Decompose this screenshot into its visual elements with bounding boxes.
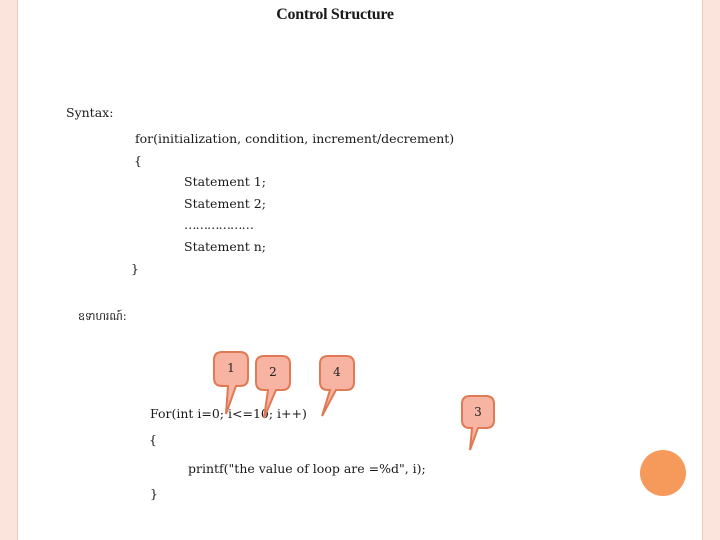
example-label: ឧទាហរណ៍: xyxy=(78,310,127,323)
callout-4-label: 4 xyxy=(333,365,341,379)
example-line: printf("the value of loop are =%d", i); xyxy=(188,461,426,476)
callout-4 xyxy=(320,356,354,416)
example-line: { xyxy=(149,432,157,447)
syntax-line: Statement 2; xyxy=(184,196,266,211)
example-line: } xyxy=(150,486,158,501)
callout-2 xyxy=(256,356,290,418)
syntax-line: ……………… xyxy=(184,217,253,232)
callout-1 xyxy=(214,352,248,414)
syntax-line: } xyxy=(131,261,139,276)
syntax-line: for(initialization, condition, increment/decrement) xyxy=(135,131,455,146)
syntax-line: Statement 1; xyxy=(184,174,266,189)
example-line: For(int i=0; i<=10; i++) xyxy=(150,406,307,421)
callout-3-label: 3 xyxy=(474,405,482,419)
syntax-label: Syntax: xyxy=(66,105,114,120)
callout-1-label: 1 xyxy=(227,361,235,375)
callout-2-label: 2 xyxy=(269,365,277,379)
decorative-circle xyxy=(640,450,686,496)
callout-3 xyxy=(462,396,494,450)
syntax-line: Statement n; xyxy=(184,239,267,254)
slide-title: Control Structure xyxy=(276,6,394,23)
syntax-line: { xyxy=(134,153,142,168)
